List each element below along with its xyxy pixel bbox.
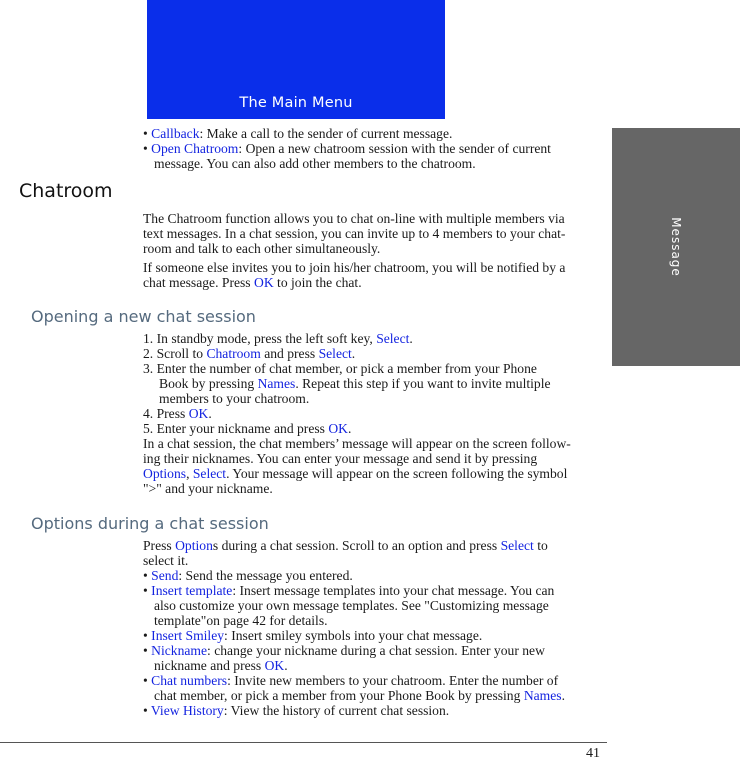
chatroom-paragraph-1: The Chatroom function allows you to chat on-line with multiple members via text messages. In a chat session, you can invite up to 4 members to your chat- room and talk to each other simultaneously. — [143, 211, 566, 256]
subheading-options: Options during a chat session — [31, 514, 269, 533]
bullet-callback: • Callback: Make a call to the sender of current message. — [143, 126, 453, 141]
step-4: 4. Press OK. — [143, 406, 212, 421]
banner-image — [147, 0, 445, 119]
section-heading-chatroom: Chatroom — [19, 180, 113, 202]
top-bullet-list: • Callback: Make a call to the sender of current message. • Open Chatroom: Open a new chatroom session with the sender of current message. You can also add other members to the chatroom. — [143, 126, 605, 171]
callback-term: Callback — [151, 126, 200, 141]
opening-steps: 1. In standby mode, press the left soft key, Select. 2. Scroll to Chatroom and press Select. 3. Enter the number of chat member, or pick a member from your Phone Book by pressing Names. Repeat this step if you want to invite multiple members to your chatroom. 4. Press OK. 5. Enter your nickname and press OK. — [143, 331, 605, 436]
bullet-insert-smiley: • Insert Smiley: Insert smiley symbols into your chat message. — [143, 628, 483, 643]
open-chatroom-term: Open Chatroom — [151, 141, 239, 156]
chatroom-paragraph-2: If someone else invites you to join his/her chatroom, you will be notified by a chat message. Press OK to join the chat. — [143, 260, 566, 290]
opening-description: In a chat session, the chat members’ message will appear on the screen follow- ing their nicknames. You can enter your message and send it by pressing Options, Select. Your message will appear on the screen following the symbol ">" and your nickname. — [143, 436, 571, 496]
banner-title: The Main Menu — [239, 95, 353, 111]
step-5: 5. Enter your nickname and press OK. — [143, 421, 352, 436]
side-tab — [612, 128, 740, 366]
bullet-view-history: • View History: View the history of current chat session. — [143, 703, 450, 718]
step-3: 3. Enter the number of chat member, or pick a member from your Phone — [143, 361, 537, 376]
bullet-chat-numbers: • Chat numbers: Invite new members to your chatroom. Enter the number of — [143, 673, 559, 688]
side-tab-label: Message — [669, 217, 683, 277]
step-2: 2. Scroll to Chatroom and press Select. — [143, 346, 356, 361]
bullet-send: • Send: Send the message you entered. — [143, 568, 353, 583]
bullet-insert-template: • Insert template: Insert message templates into your chat message. You can — [143, 583, 555, 598]
subheading-opening: Opening a new chat session — [31, 307, 256, 326]
step-1: 1. In standby mode, press the left soft key, Select. — [143, 331, 413, 346]
footer-rule — [0, 742, 607, 743]
bullet-nickname: • Nickname: change your nickname during a chat session. Enter your new — [143, 643, 545, 658]
bullet-open-chatroom: • Open Chatroom: Open a new chatroom session with the sender of current — [143, 141, 551, 156]
page-number: 41 — [586, 746, 600, 761]
options-list: Press Options during a chat session. Scroll to an option and press Select to select it. • Send: Send the message you entered. • Insert template: Insert message templates into your chat message. You can also customize your own message templates. See "Customizing message template"on page 42 for details. • Insert Smiley: Insert smiley symbols into your chat message. • Nickname: change your nickname during a chat session. Enter your new nickname and press OK. • Chat numbers: Invite new members to your chatroom. Enter the number of chat member, or pick a member from your Phone Book by pressing Names. • View History: View the history of current chat session. — [143, 538, 605, 718]
